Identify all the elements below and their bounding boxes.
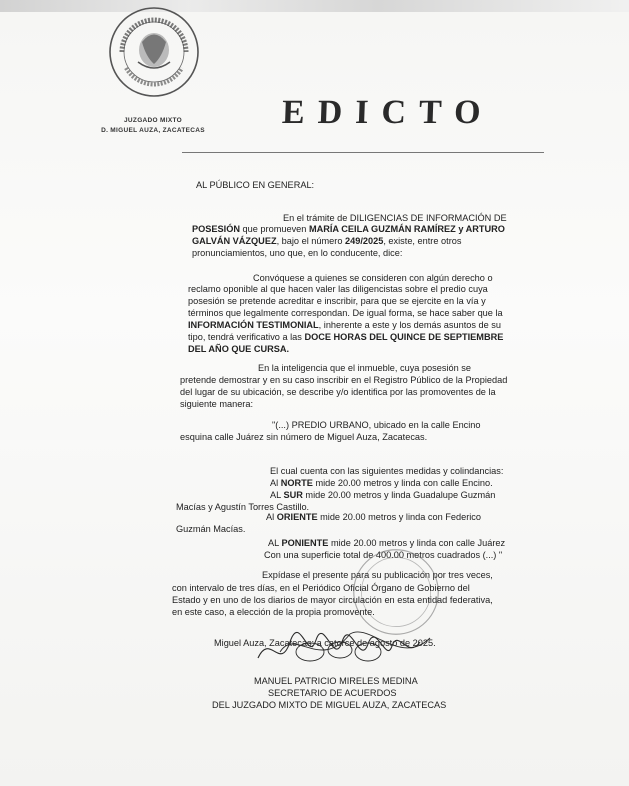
p5-text: Al [266, 512, 277, 522]
salutation: AL PÚBLICO EN GENERAL: [196, 180, 315, 190]
p2-line3: posesión se pretende acreditar e inscribir, para que se ejercite en la vía y [188, 296, 486, 306]
p2-line4: términos que legalmente correspondan. De igual forma, se hace saber que la [188, 308, 503, 318]
p2-text: tipo, tendrá verificativo a las [188, 332, 305, 342]
signer-name: MANUEL PATRICIO MIRELES MEDINA [254, 676, 418, 686]
p3-line1: En la inteligencia que el inmueble, cuya posesión se [258, 363, 471, 373]
p6-line4: en este caso, a elección de la propia promovente. [172, 607, 375, 617]
p1-line2 [192, 224, 505, 235]
p5-bold: PONIENTE [281, 538, 329, 548]
p4-line1: "(...) PREDIO URBANO, ubicado en la calle Encino [272, 420, 481, 430]
p5-text: mide 20.00 metros y linda con calle Juárez [328, 538, 506, 548]
p1-line1 [283, 213, 507, 224]
signer-role: SECRETARIO DE ACUERDOS [268, 688, 397, 698]
p5-line4: Macías y Agustín Torres Castillo. [176, 502, 310, 512]
p1-text: que promueven [240, 224, 309, 234]
p1-line3 [192, 236, 461, 247]
p5-text: mide 20.00 metros y linda con calle Encino. [312, 478, 493, 488]
signer-court: DEL JUZGADO MIXTO DE MIGUEL AUZA, ZACATECAS [212, 700, 447, 710]
p1-text: , existe, entre otros [383, 236, 462, 246]
p5-text: mide 20.00 metros y linda con Federico [317, 512, 481, 522]
date-line: Miguel Auza, Zacatecas; a catorce de agosto de 2025. [214, 638, 436, 648]
p2-line7: DEL AÑO QUE CURSA. [188, 344, 290, 354]
p2-line6 [188, 332, 503, 343]
p5-line2 [270, 478, 493, 489]
p6-line2: con intervalo de tres días, en el Periódico Oficial Órgano de Gobierno del [172, 583, 470, 593]
court-name-line2: D. MIGUEL AUZA, ZACATECAS [101, 127, 205, 134]
p5-line3 [270, 490, 495, 501]
p1-text: , bajo el número [276, 236, 345, 246]
p2-line5 [188, 320, 501, 331]
p5-line1: El cual cuenta con las siguientes medidas y colindancias: [270, 466, 504, 476]
p1-bold: GALVÁN VÁZQUEZ [192, 236, 277, 246]
p1-text: En el trámite de DILIGENCIAS DE INFORMACIÓN DE [283, 213, 507, 223]
p2-line2: reclamo oponible al que hacen valer las diligencistas sobre el predio cuya [188, 284, 488, 294]
p1-bold: MARÍA CEILA GUZMÁN RAMÍREZ y ARTURO [308, 224, 505, 234]
p4-line2: esquina calle Juárez sin número de Miguel Auza, Zacatecas. [180, 432, 428, 442]
p2-line1: Convóquese a quienes se consideren con algún derecho o [253, 273, 493, 283]
p1-bold: 249/2025 [345, 236, 384, 246]
p5-text: Al [270, 478, 281, 488]
scan-edge [0, 0, 629, 12]
p5-line6: Guzmán Macías. [176, 524, 246, 534]
p2-text: , inherente a este y los demás asuntos de su [318, 320, 501, 330]
court-name-line1: JUZGADO MIXTO [124, 117, 182, 124]
p2-bold: DOCE HORAS DEL QUINCE DE SEPTIEMBRE [304, 332, 504, 342]
p2-bold: INFORMACIÓN TESTIMONIAL [188, 320, 319, 330]
p5-text: mide 20.00 metros y linda Guadalupe Guzmán [302, 490, 496, 500]
p5-text: AL [268, 538, 282, 548]
p5-line5 [266, 512, 481, 523]
p6-line1: Expídase el presente para su publicación por tres veces, [262, 570, 493, 580]
p5-bold: NORTE [280, 478, 313, 488]
p6-line3: Estado y en uno de los diarios de mayor circulación en esta entidad federativa, [172, 595, 493, 605]
handwritten-signature [250, 612, 450, 682]
document-title: EDICTO [281, 94, 495, 131]
p5-bold: ORIENTE [276, 512, 318, 522]
p5-text: AL [270, 490, 284, 500]
p3-line3: del lugar de su ubicación, se describe y/o identifica por las promoventes de la [180, 387, 496, 397]
court-seal [104, 2, 204, 102]
p5-line8: Con una superficie total de 400.00 metros cuadrados (...) " [264, 550, 503, 560]
title-rule [182, 152, 544, 153]
p5-bold: SUR [283, 490, 303, 500]
p3-line4: siguiente manera: [180, 399, 254, 409]
p1-bold: POSESIÓN [192, 224, 240, 234]
p3-line2: pretende demostrar y en su caso inscribir en el Registro Público de la Propiedad [180, 375, 508, 385]
p1-line4: pronunciamientos, uno que, en lo conducente, dice: [192, 248, 403, 258]
